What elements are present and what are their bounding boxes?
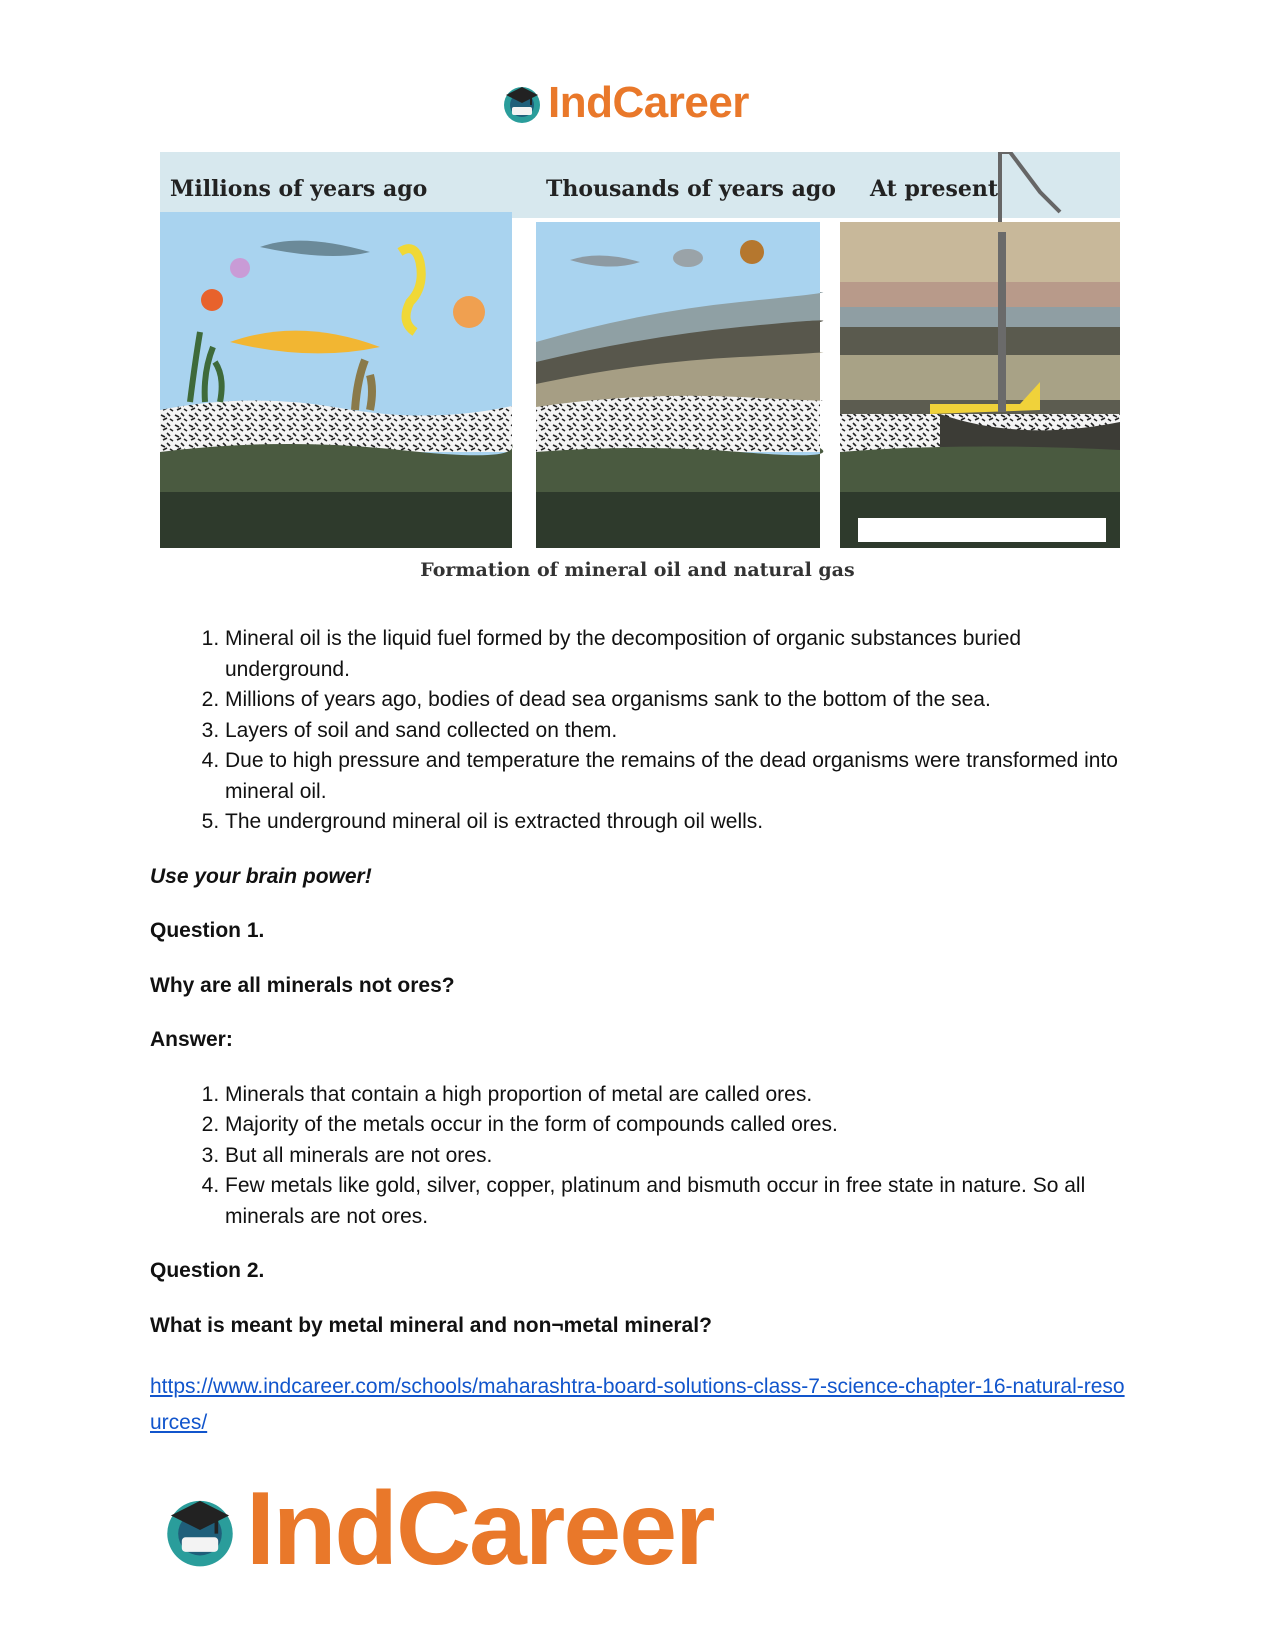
answer-label: Answer:	[150, 1028, 233, 1051]
question-1-text: Why are all minerals not ores?	[150, 973, 455, 997]
list-item: 2. Millions of years ago, bodies of dead sea organisms sank to the bottom of the sea.	[225, 685, 1125, 716]
panel-label-present: At present	[870, 176, 999, 202]
panel-label-thousands: Thousands of years ago	[546, 176, 836, 202]
graduate-globe-icon	[500, 81, 544, 125]
list-item: 3. But all minerals are not ores.	[225, 1141, 1125, 1172]
question-2-text: What is meant by metal mineral and non¬metal mineral?	[150, 1313, 712, 1337]
question-2-label: Question 2.	[150, 1259, 265, 1282]
oil-formation-figure	[160, 152, 1120, 548]
footer-logo	[160, 1470, 714, 1589]
formation-list	[150, 624, 1125, 838]
logo-text: IndCareer	[548, 78, 749, 127]
list-item: 4. Few metals like gold, silver, copper, platinum and bismuth occur in free state in nature. So all minerals are not ores.	[225, 1171, 1125, 1232]
answer-list	[150, 1080, 1125, 1233]
source-link[interactable]: https://www.indcareer.com/schools/maharashtra-board-solutions-class-7-science-chapter-16-natural-resources/	[150, 1375, 1125, 1434]
logo-text: IndCareer	[246, 1471, 714, 1587]
list-item: 3. Layers of soil and sand collected on them.	[225, 716, 1125, 747]
graduate-globe-icon	[160, 1490, 240, 1570]
document-body	[150, 624, 1125, 1441]
list-item: 2. Majority of the metals occur in the form of compounds called ores.	[225, 1110, 1125, 1141]
panel-millions	[160, 212, 513, 548]
list-item: 5. The underground mineral oil is extracted through oil wells.	[225, 807, 1125, 838]
panel-label-millions: Millions of years ago	[170, 176, 428, 202]
list-item: 4. Due to high pressure and temperature the remains of the dead organisms were transformed into mineral oil.	[225, 746, 1125, 807]
question-1-label: Question 1.	[150, 919, 265, 942]
header-logo	[500, 78, 749, 128]
panel-thousands	[536, 222, 823, 548]
figure-caption: Formation of mineral oil and natural gas	[420, 559, 855, 581]
list-item: 1. Mineral oil is the liquid fuel formed by the decomposition of organic substances buried underground.	[225, 624, 1125, 685]
brain-power-heading: Use your brain power!	[150, 864, 372, 888]
list-item: 1. Minerals that contain a high proportion of metal are called ores.	[225, 1080, 1125, 1111]
